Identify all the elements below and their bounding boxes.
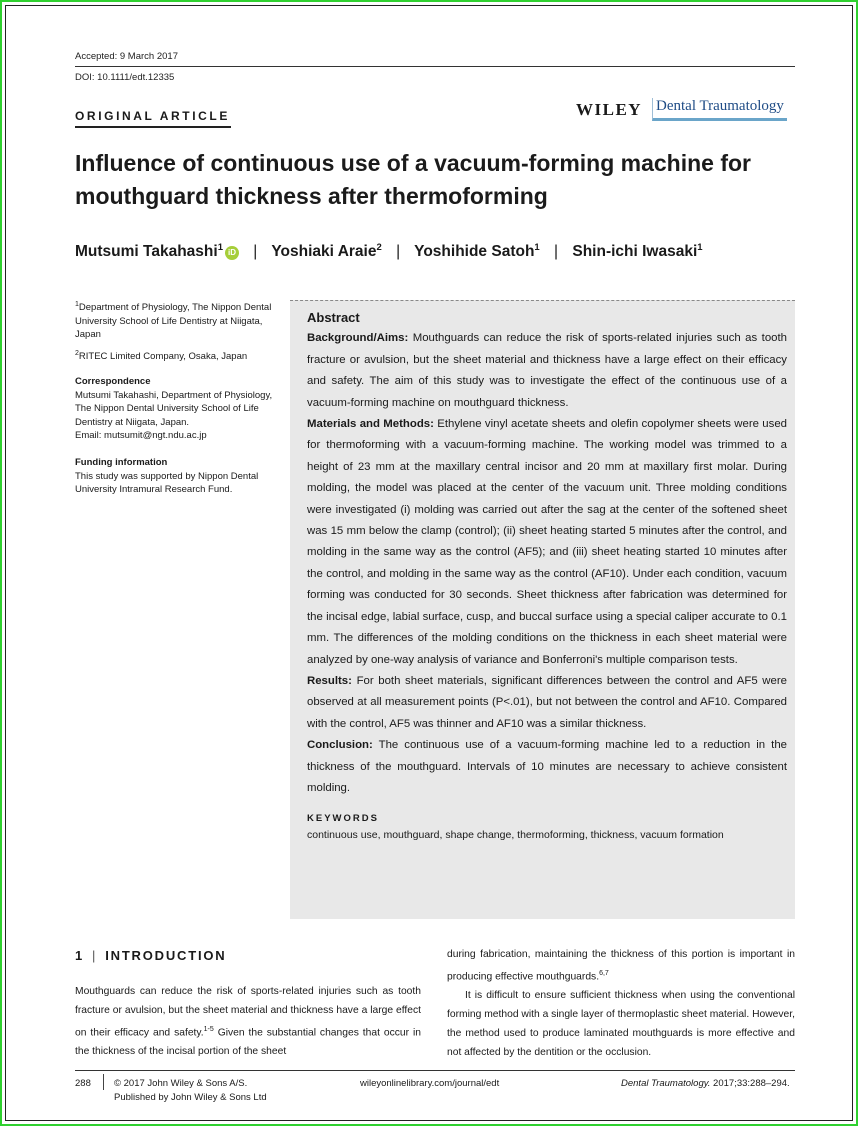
keywords: continuous use, mouthguard, shape change, thermoforming, thickness, vacuum formation <box>307 829 724 842</box>
page-number: 288 <box>75 1078 91 1089</box>
paragraph-text: It is difficult to ensure sufficient thickness when using the conventional forming method with a single layer of thermoplastic sheet material. However, the method used to produce laminated mouthguards is more effective and not affected by the dentition or the occlusion. <box>447 990 795 1059</box>
abstract-section <box>307 735 787 799</box>
footer-separator <box>103 1074 104 1090</box>
section-tag: ORIGINAL ARTICLE <box>75 109 230 123</box>
author-affiliation-mark: 1 <box>217 242 223 253</box>
affiliation <box>75 347 280 364</box>
keywords-heading: KEYWORDS <box>307 813 379 825</box>
affiliation-mark: 2 <box>75 350 79 357</box>
abstract-section <box>307 671 787 735</box>
abstract-section-text: Mouthguards can reduce the risk of sports-related injuries such as tooth fracture or avulsion, but the sheet material and thickness have a large effect on their efficacy and safety. The aim of this study was to investigate the effect of the continuous use of a vacuum-forming machine on mouthguard thickness. <box>307 332 787 409</box>
accepted-date: Accepted: 9 March 2017 <box>75 51 178 62</box>
paragraph-text: Given the substantial changes that occur in the thickness of the incisal portion of the sheet <box>75 1027 421 1058</box>
abstract-section-text: Ethylene vinyl acetate sheets and olefin copolymer sheets were used for thermoforming with a vacuum-forming machine. The working model was trimmed to a height of 23 mm at the maxillary central incisor and 20 mm at maxillary first molar. During molding, the model was placed at the center of the vacuum unit. Three molding conditions were investigated (i) molding was carried out after the sag at the center of the softened sheet was 15 mm below the clamp (control); (ii) sheet heating started 5 minutes after the control, and molding in the same way as the control (AF5); and (iii) sheet heating started 10 minutes after the control, and molding in the same way as the control (AF10). Under each condition, vacuum forming was conducted for 30 seconds. Sheet thickness after fabrication was determined for the incisal edge, labial surface, cusp, and buccal surface using a special caliper accurate to 0.1 mm. The differences of the molding conditions on the thickness in each sheet material were analyzed by one-way analysis of variance and Bonferroni's multiple comparison tests. <box>307 418 787 666</box>
abstract-section-label: Background/Aims: <box>307 332 409 345</box>
doi: DOI: 10.1111/edt.12335 <box>75 72 175 83</box>
correspondence-email[interactable]: Email: mutsumit@ngt.ndu.ac.jp <box>75 430 207 441</box>
paragraph <box>447 986 795 1062</box>
author-separator: | <box>253 243 258 261</box>
correspondence-text: Mutsumi Takahashi, Department of Physiology, The Nippon Dental University School of Life Dentistry at Niigata, Japan. <box>75 389 273 428</box>
author-affiliation-mark: 2 <box>376 242 382 253</box>
correspondence <box>75 375 280 443</box>
publisher-logo: WILEY <box>576 100 643 119</box>
paragraph-text: Mouthguards can reduce the risk of sports-related injuries such as tooth fracture or avulsion, but the sheet material and thickness have a large effect on their efficacy and safety. <box>75 986 421 1039</box>
author-separator: | <box>396 243 401 261</box>
paragraph <box>447 945 795 986</box>
abstract-heading: Abstract <box>307 310 360 325</box>
author-name[interactable]: Shin-ichi Iwasaki <box>572 243 698 261</box>
copyright <box>114 1077 267 1105</box>
section-number: 1 <box>75 948 85 963</box>
intro-left-column <box>75 982 421 1061</box>
journal-logo: Dental Traumatology <box>652 98 787 121</box>
affiliation-mark: 1 <box>75 301 79 308</box>
header-rule <box>75 66 795 67</box>
article-title: Influence of continuous use of a vacuum-forming machine for mouthguard thickness after thermoforming <box>75 150 752 209</box>
paragraph <box>75 982 421 1061</box>
section-heading <box>75 948 226 963</box>
section-tag-underline <box>75 126 231 128</box>
abstract-section <box>307 414 787 671</box>
abstract-section-label: Materials and Methods: <box>307 418 434 431</box>
author-name[interactable]: Mutsumi Takahashi <box>75 243 218 261</box>
abstract-section-label: Conclusion: <box>307 739 373 752</box>
citation-ref[interactable]: 6,7 <box>599 970 609 977</box>
section-title: INTRODUCTION <box>105 948 227 963</box>
journal-url[interactable]: wileyonlinelibrary.com/journal/edt <box>360 1078 500 1089</box>
funding-heading: Funding information <box>75 457 168 468</box>
publisher-text: Published by John Wiley & Sons Ltd <box>114 1092 267 1103</box>
paragraph-text: during fabrication, maintaining the thickness of this portion is important in producing effective mouthguards. <box>447 949 795 983</box>
author-affiliation-mark: 1 <box>534 242 540 253</box>
affiliation-text: Department of Physiology, The Nippon Dental University School of Life Dentistry at Niigata, Japan <box>75 302 272 341</box>
author-separator: | <box>554 243 559 261</box>
author-name[interactable]: Yoshihide Satoh <box>414 243 535 261</box>
citation <box>621 1077 790 1091</box>
intro-right-column <box>447 945 795 1062</box>
abstract-content <box>307 307 787 843</box>
footer-rule <box>75 1070 795 1071</box>
author-name[interactable]: Yoshiaki Araie <box>271 243 377 261</box>
author-list <box>75 242 703 261</box>
affiliation <box>75 298 280 342</box>
correspondence-heading: Correspondence <box>75 376 151 387</box>
abstract-section-text: For both sheet materials, significant differences between the control and AF5 were observed at all measurement points (P<.01), but not between the control and AF10. Compared with the control, AF5 was thinner and AF10 was a similar thickness. <box>307 674 787 730</box>
affiliation-text: RITEC Limited Company, Osaka, Japan <box>78 351 248 363</box>
orcid-icon[interactable]: iD <box>225 246 239 260</box>
abstract-section-label: Results: <box>307 674 352 687</box>
funding-text: This study was supported by Nippon Dental University Intramural Research Fund. <box>75 470 259 495</box>
citation-ref[interactable]: 1-5 <box>203 1026 214 1033</box>
section-heading-bar: | <box>92 948 98 963</box>
citation-journal: Dental Traumatology. <box>621 1078 711 1089</box>
funding <box>75 456 280 497</box>
abstract-section-text: The continuous use of a vacuum-forming machine led to a reduction in the thickness of the mouthguard. Intervals of 10 minutes are necessary to achieve consistent molding. <box>307 739 787 794</box>
citation-details: 2017;33:288–294. <box>710 1078 790 1089</box>
author-affiliation-mark: 1 <box>697 242 703 253</box>
abstract-box <box>290 300 795 919</box>
abstract-section <box>307 328 787 414</box>
copyright-text: © 2017 John Wiley & Sons A/S. <box>114 1078 248 1089</box>
